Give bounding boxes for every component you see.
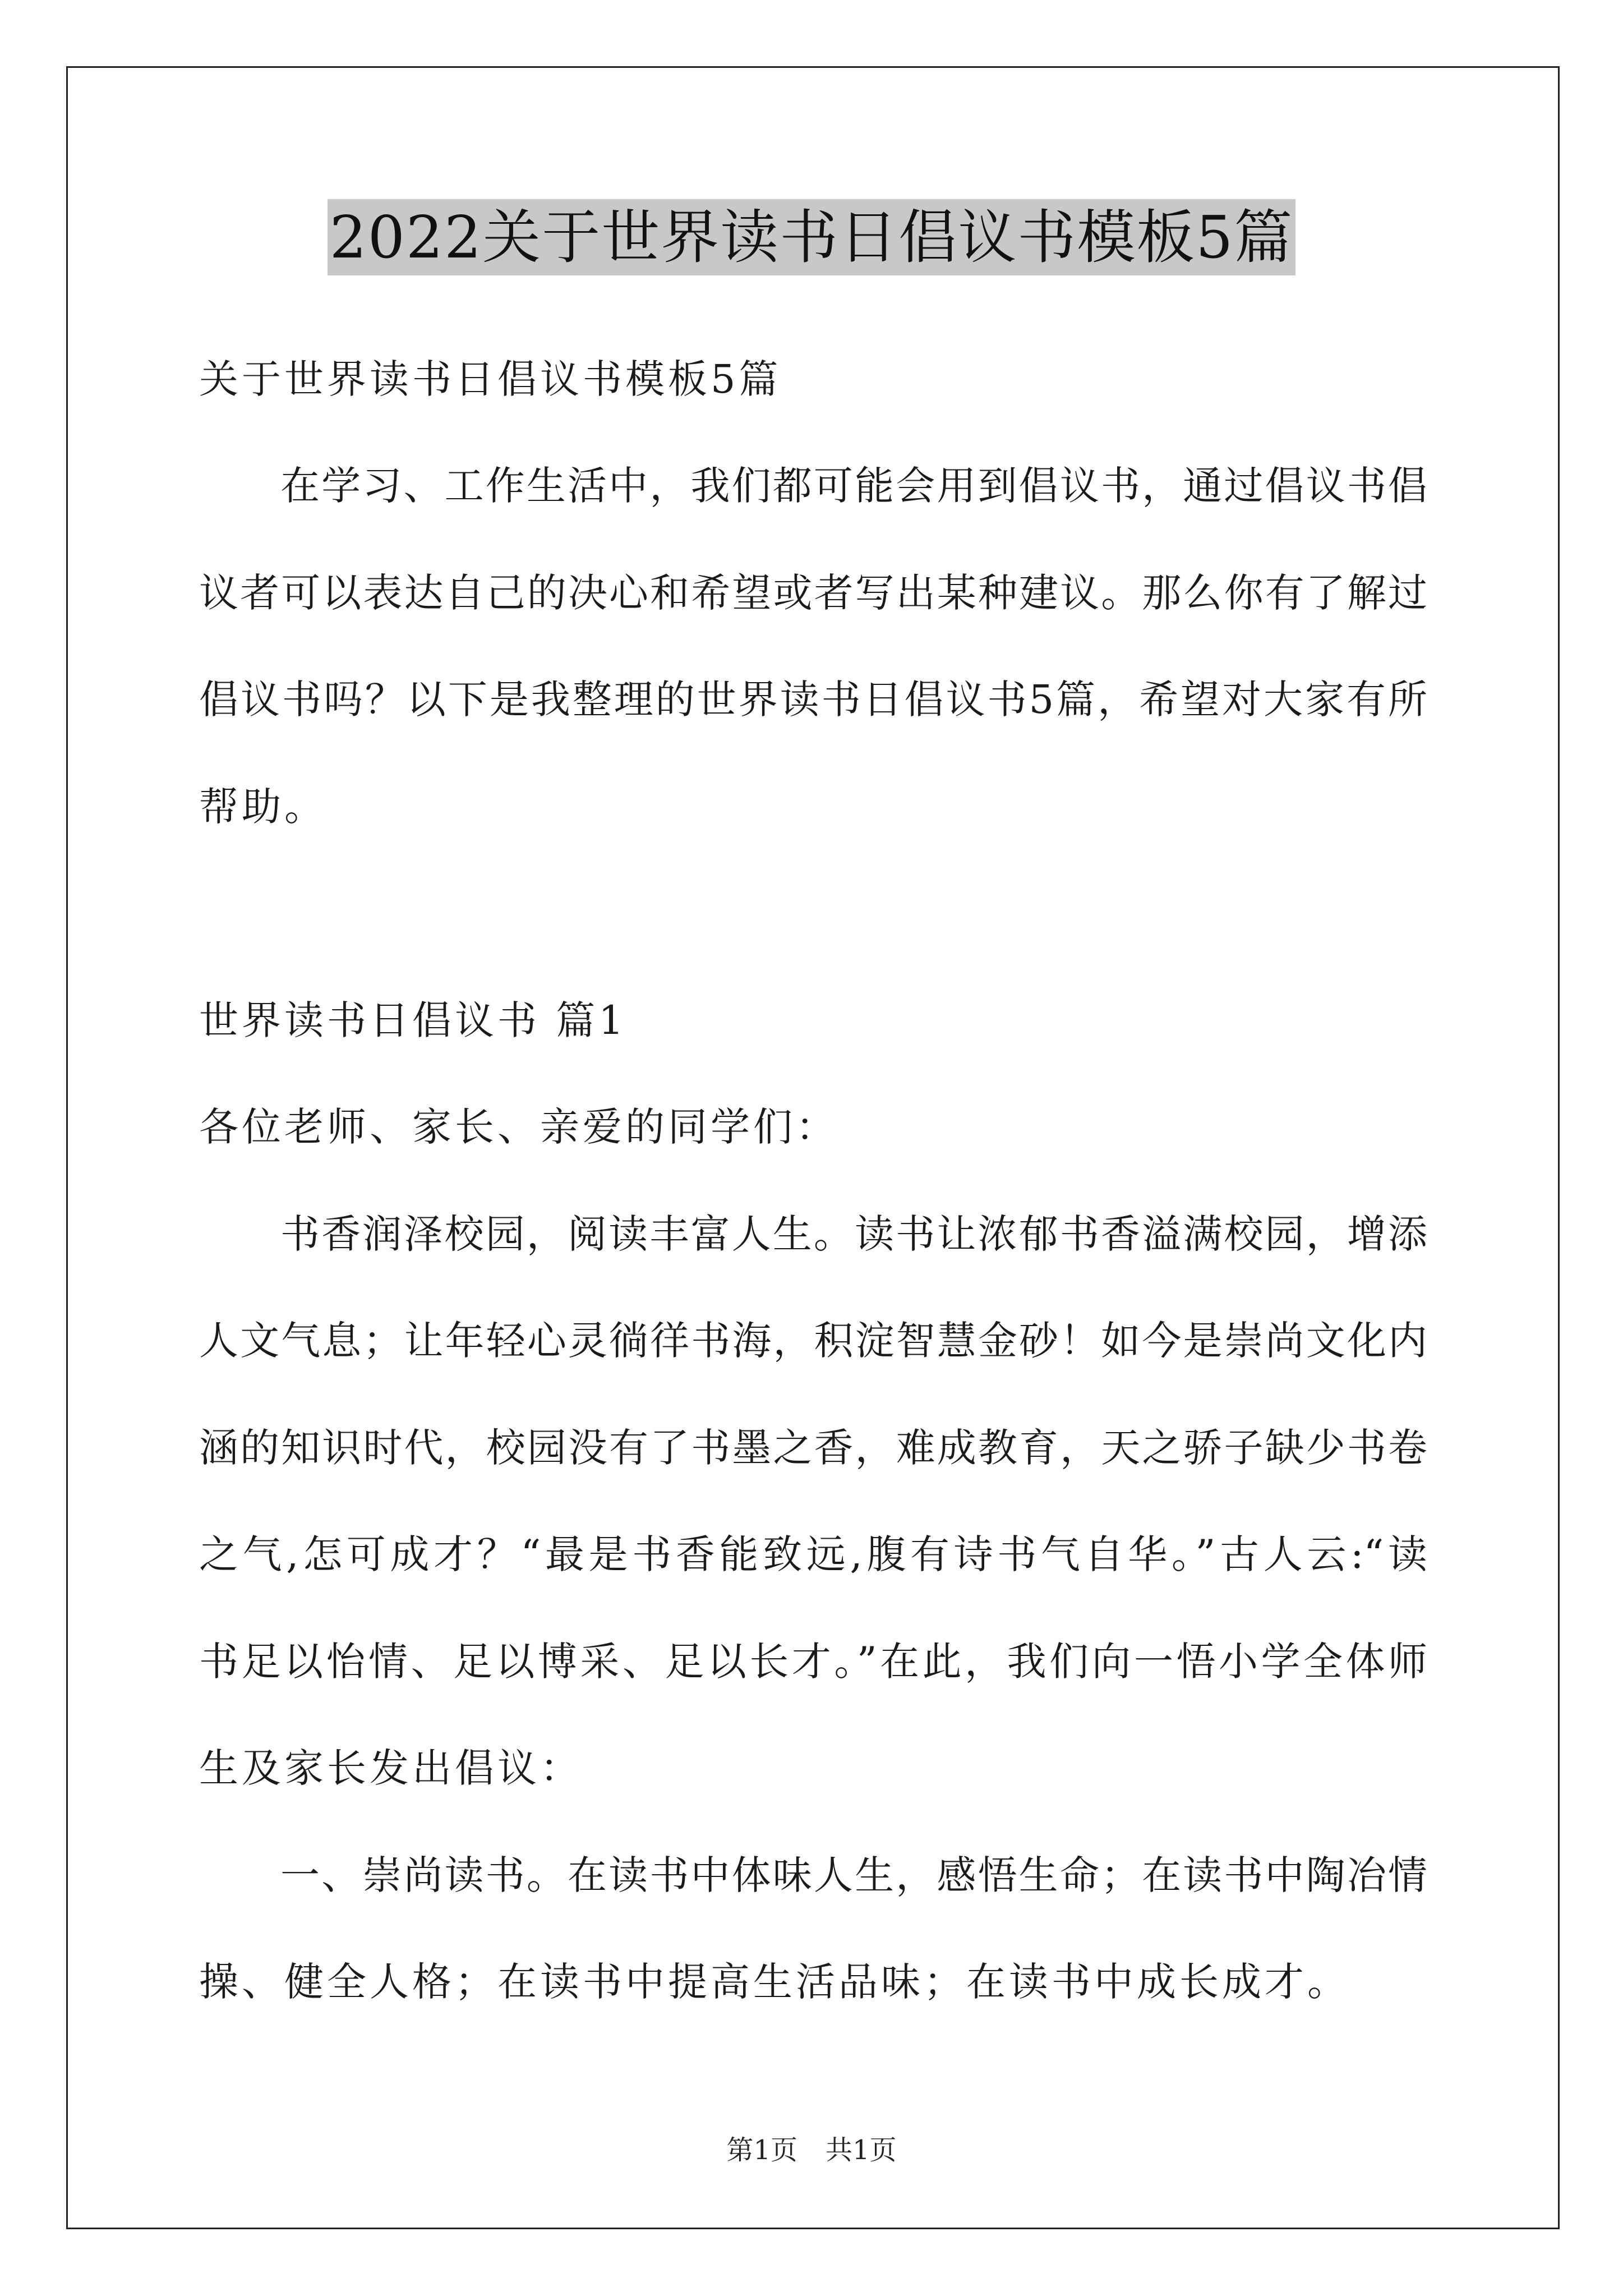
salutation: 各位老师、家长、亲爱的同学们：: [199, 1104, 838, 1150]
page-total: 共1页: [826, 2134, 897, 2166]
intro-line: 帮助。: [199, 784, 327, 830]
paragraph-line: 之气,怎可成才？“最是书香能致远,腹有诗书气自华。”古人云:“读: [199, 1531, 1427, 1577]
intro-line: 在学习、工作生活中，我们都可能会用到倡议书，通过倡议书倡: [280, 463, 1427, 509]
paragraph-line: 一、崇尚读书。在读书中体味人生，感悟生命；在读书中陶冶情: [280, 1852, 1427, 1898]
paragraph-line: 操、健全人格；在读书中提高生活品味；在读书中成长成才。: [199, 1959, 1350, 2005]
title-container: [0, 199, 1623, 275]
intro-line: 议者可以表达自己的决心和希望或者写出某种建议。那么你有了解过: [199, 570, 1427, 616]
intro-line: 倡议书吗？以下是我整理的世界读书日倡议书5篇，希望对大家有所: [199, 677, 1427, 723]
paragraph-line: 生及家长发出倡议：: [199, 1745, 583, 1791]
paragraph-line: 涵的知识时代，校园没有了书墨之香，难成教育，天之骄子缺少书卷: [199, 1425, 1427, 1471]
subtitle: 关于世界读书日倡议书模板5篇: [199, 356, 782, 402]
page-footer: [0, 2133, 1623, 2167]
paragraph-line: 书香润泽校园，阅读丰富人生。读书让浓郁书香溢满校园，增添: [280, 1211, 1427, 1257]
page-number: 第1页: [726, 2134, 797, 2166]
document-title: 2022关于世界读书日倡议书模板5篇: [328, 199, 1296, 275]
paragraph-line: 书足以怡情、足以博采、足以长才。”在此，我们向一悟小学全体师: [199, 1639, 1427, 1685]
paragraph-line: 人文气息；让年轻心灵徜徉书海，积淀智慧金砂！如今是崇尚文化内: [199, 1318, 1427, 1364]
section-heading: 世界读书日倡议书 篇1: [199, 997, 627, 1043]
